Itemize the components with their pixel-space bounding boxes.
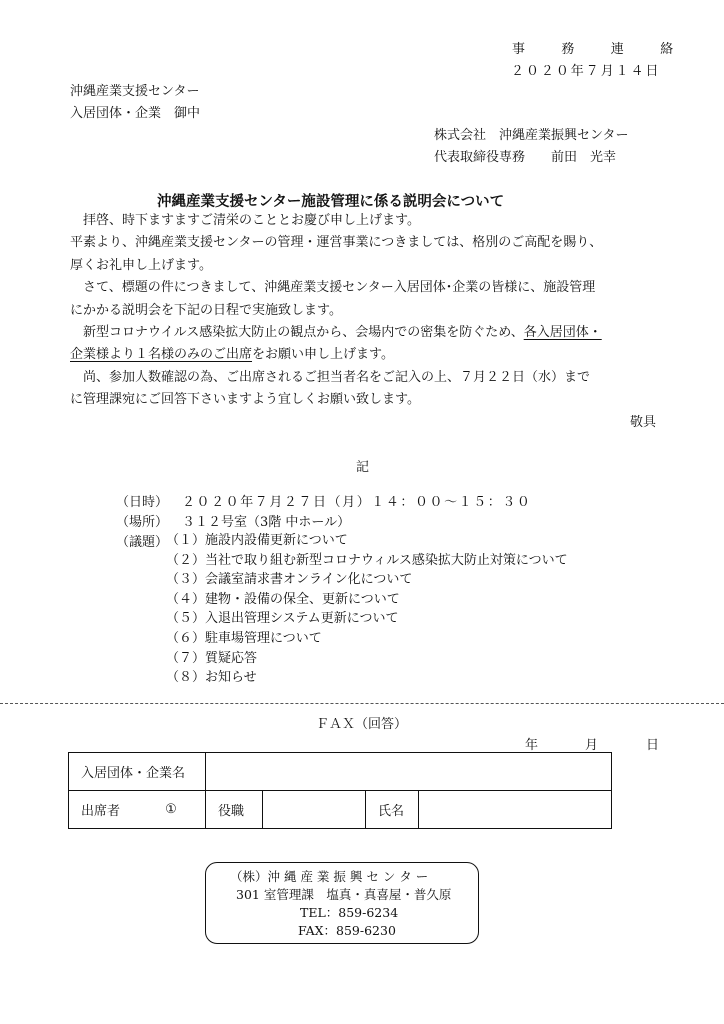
org-field[interactable]	[206, 753, 612, 791]
covid-underline-b: 企業様より１名様のみのご出席	[70, 347, 253, 363]
name-field[interactable]	[419, 791, 612, 829]
agenda-item: （６）駐車場管理について	[166, 630, 322, 646]
fax-month: 月	[585, 738, 599, 753]
cut-line	[0, 703, 724, 704]
closing: 敬具	[629, 414, 656, 430]
date-label: （日時）	[116, 495, 169, 510]
agenda-item: （２）当社で取り組む新型コロナウィルス感染拡大防止対策について	[166, 552, 568, 568]
document-title: 沖縄産業支援センター施設管理に係る説明会について	[157, 193, 505, 210]
contact-dept: 301 室管理課 塩真・真喜屋・普久原	[236, 887, 452, 902]
covid-text-a: 新型コロナウイルス感染拡大防止の観点から、会場内での密集を防ぐため、	[83, 325, 524, 341]
doc-date: ２０２０年７月１４日	[511, 64, 661, 79]
attendee-number: ①	[165, 802, 177, 817]
paragraph-purpose-1: さて、標題の件につきまして、沖縄産業支援センター入居団体･企業の皆様に、施設管理	[83, 280, 596, 296]
covid-underline-a: 各入居団体・	[523, 325, 602, 341]
recipient-line2: 入居団体・企業 御中	[70, 106, 201, 121]
name-label: 氏名	[366, 791, 419, 829]
attendee-label: 出席者	[81, 804, 121, 819]
paragraph-purpose-2: にかかる説明会を下記の日程で実施致します。	[70, 302, 342, 318]
contact-tel: TEL：859-6234	[300, 905, 399, 920]
date-value: ２０２０年７月２７日（月）１４：００～１５：３０	[182, 495, 532, 510]
sender-person: 代表取締役専務 前田 光幸	[434, 150, 617, 165]
paragraph-thanks-2: 厚くお礼申し上げます。	[70, 257, 212, 273]
fax-title: ＦＡＸ（回答）	[316, 717, 408, 732]
covid-text-b: をお願い申し上げます。	[252, 347, 394, 363]
position-field[interactable]	[263, 791, 366, 829]
place-value: ３１２号室（3階 中ホール）	[182, 515, 351, 530]
contact-company: （株）沖 縄 産 業 振 興 セ ン タ ー	[230, 869, 429, 884]
fax-day: 日	[646, 738, 660, 753]
paragraph-reply-2: に管理課宛にご回答下さいますよう宜しくお願い致します。	[70, 392, 420, 408]
position-label: 役職	[206, 791, 263, 829]
doc-type: 事 務 連 絡	[512, 42, 685, 57]
agenda-item: （８）お知らせ	[166, 670, 257, 686]
place-label: （場所）	[116, 515, 169, 530]
ki-heading: 記	[356, 460, 370, 475]
paragraph-covid-1	[70, 322, 660, 344]
agenda-item: （５）入退出管理システム更新について	[166, 611, 399, 627]
paragraph-covid-2	[70, 344, 660, 366]
attendee-cell	[69, 791, 206, 829]
fax-reply-table	[68, 752, 612, 829]
paragraph-greeting: 拝啓、時下ますますご清栄のこととお慶び申し上げます。	[83, 213, 420, 228]
sender-company: 株式会社 沖縄産業振興センター	[434, 128, 629, 143]
org-label: 入居団体・企業名	[69, 753, 206, 791]
agenda-item: （３）会議室請求書オンライン化について	[166, 572, 413, 588]
agenda-item: （１）施設内設備更新について	[166, 533, 348, 548]
agenda-list	[166, 531, 568, 688]
paragraph-reply-1: 尚、参加人数確認の為、ご出席されるご担当者名をご記入の上、７月２２日（水）まで	[83, 369, 591, 385]
body-text	[70, 210, 660, 434]
paragraph-thanks-1: 平素より、沖縄産業支援センターの管理・運営事業につきましては、格別のご高配を賜り、	[70, 235, 603, 251]
contact-box	[205, 862, 479, 944]
agenda-item: （７）質疑応答	[166, 650, 258, 666]
agenda-item: （４）建物・設備の保全、更新について	[166, 591, 400, 607]
recipient-line1: 沖縄産業支援センター	[70, 84, 200, 99]
contact-fax: FAX：859-6230	[298, 923, 396, 938]
agenda-label: （議題）	[116, 535, 169, 550]
fax-year: 年	[525, 738, 539, 753]
